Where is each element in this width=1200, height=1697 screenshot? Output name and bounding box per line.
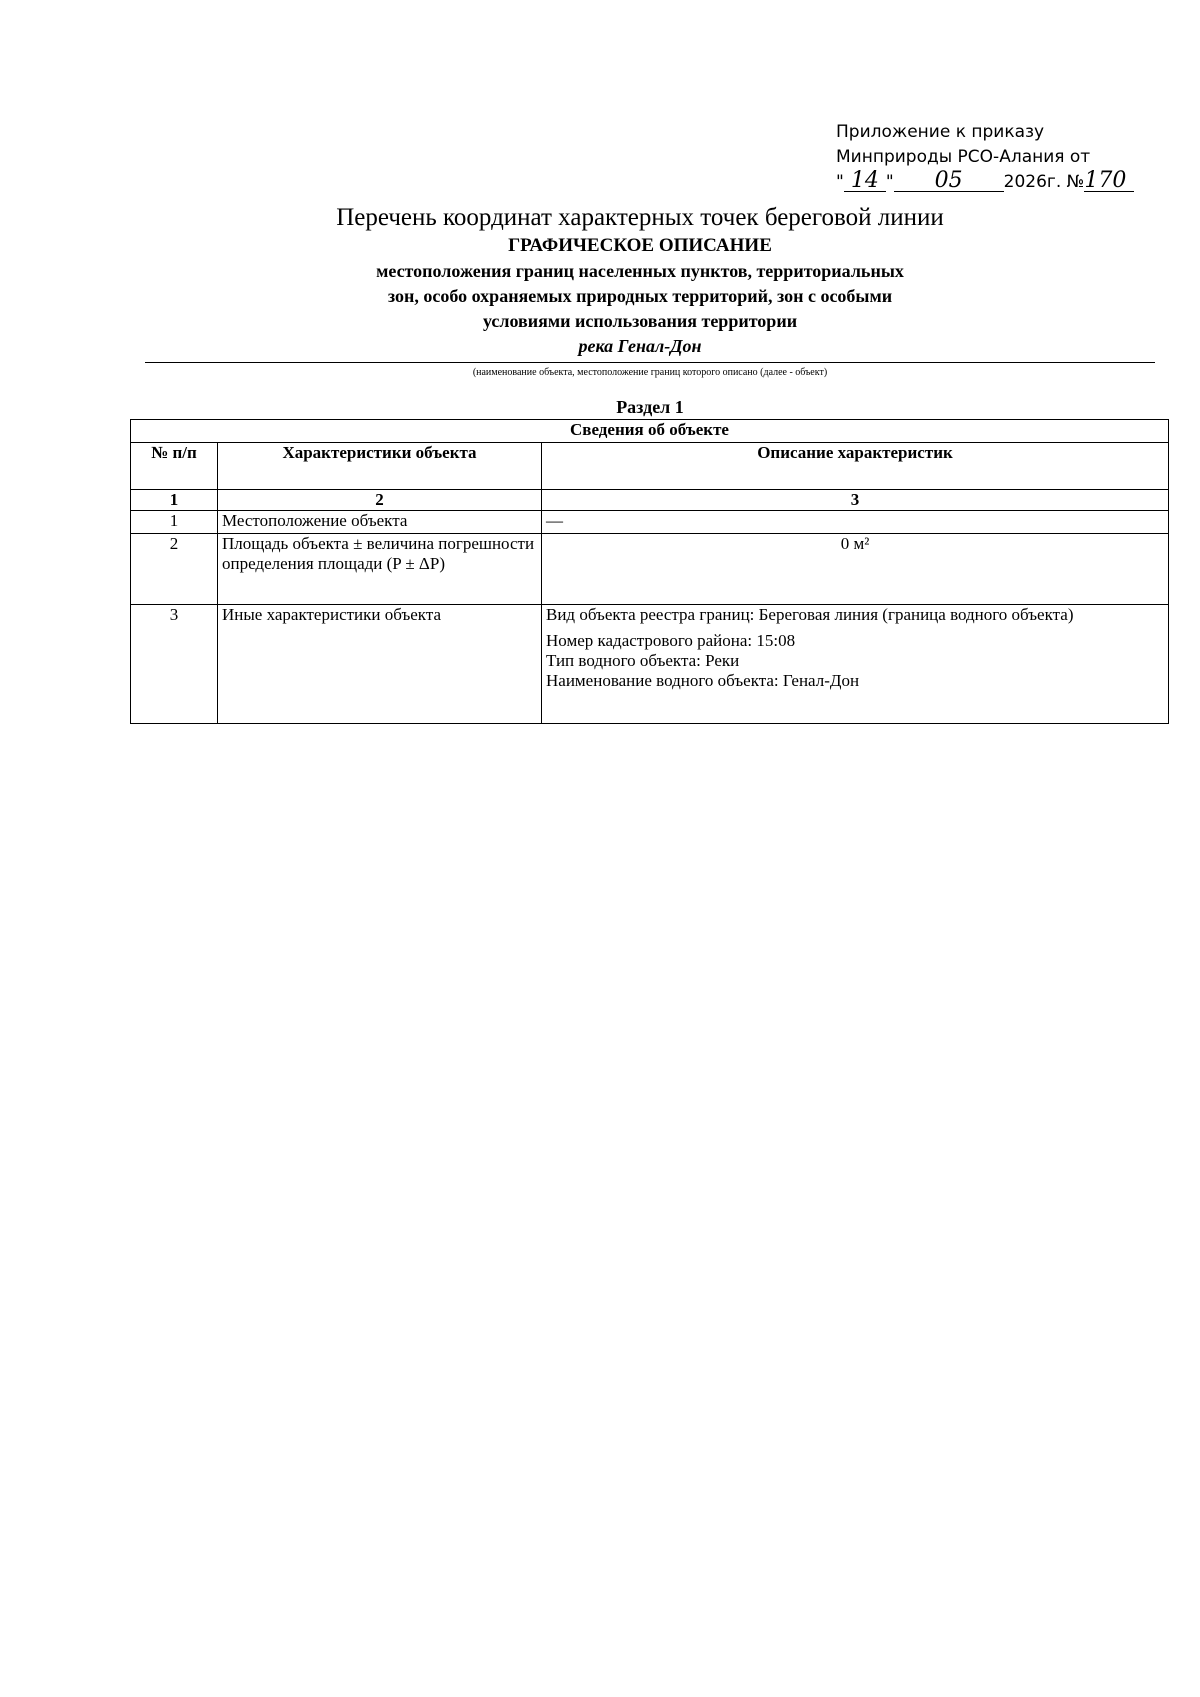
- column-number: 2: [218, 490, 542, 511]
- row-num: 3: [131, 605, 218, 724]
- column-number: 1: [131, 490, 218, 511]
- table-caption-row: [131, 420, 1169, 443]
- section-title: Раздел 1: [616, 397, 684, 417]
- table-header-row: [131, 443, 1169, 490]
- appendix-date-line: [836, 170, 1166, 195]
- object-caption: (наименование объекта, местоположение границ которого описано (далее - объект): [472, 367, 828, 378]
- appendix-line-1: Приложение к приказу: [836, 122, 1045, 142]
- description-line-2: зон, особо охраняемых природных территорий, зон с особыми: [387, 286, 893, 306]
- row-num: 2: [131, 534, 218, 605]
- year-text: 2026г. №: [1003, 172, 1085, 192]
- row-name: Иные характеристики объекта: [218, 605, 542, 724]
- row-value: 0 м²: [542, 534, 1169, 605]
- document-title: Перечень координат характерных точек береговой линии: [336, 204, 944, 231]
- description-line-1: местоположения границ населенных пунктов, территориальных: [376, 261, 904, 281]
- handwritten-order-number: 170: [1084, 171, 1134, 192]
- appendix-line-2: Минприроды РСО-Алания от: [836, 147, 1091, 167]
- handwritten-month: 05: [894, 171, 1004, 192]
- row-value: —: [542, 511, 1169, 534]
- table-row: [131, 605, 1169, 724]
- row-value-multiline: [542, 605, 1169, 724]
- row-name: Площадь объекта ± величина погрешности определения площади (P ± ΔP): [218, 534, 542, 605]
- open-quote: ": [836, 172, 844, 192]
- table-row: [131, 511, 1169, 534]
- document-subtitle: ГРАФИЧЕСКОЕ ОПИСАНИЕ: [508, 235, 772, 256]
- table-row: [131, 534, 1169, 605]
- appendix-header: [836, 120, 1166, 195]
- column-number: 3: [542, 490, 1169, 511]
- close-quote: ": [885, 172, 894, 192]
- object-info-table: [130, 419, 1169, 724]
- handwritten-day: 14: [844, 171, 886, 192]
- water-body-type-line: Тип водного объекта: Реки: [546, 651, 740, 670]
- water-body-name-line: Наименование водного объекта: Генал-Дон: [546, 671, 860, 690]
- header-characteristics: Характеристики объекта: [218, 443, 542, 490]
- header-description: Описание характеристик: [542, 443, 1169, 490]
- header-num: № п/п: [131, 443, 218, 490]
- cadastral-district-line: Номер кадастрового района: 15:08: [546, 631, 796, 650]
- table-caption: Сведения об объекте: [131, 420, 1169, 443]
- object-name: река Генал-Дон: [578, 336, 702, 356]
- row-num: 1: [131, 511, 218, 534]
- title-block: [130, 203, 1150, 358]
- object-underline: [145, 362, 1155, 363]
- object-type-line: Вид объекта реестра границ: Береговая линия (граница водного объекта): [546, 605, 1074, 624]
- description-line-3: условиями использования территории: [482, 311, 798, 331]
- column-number-row: [131, 490, 1169, 511]
- row-name: Местоположение объекта: [218, 511, 542, 534]
